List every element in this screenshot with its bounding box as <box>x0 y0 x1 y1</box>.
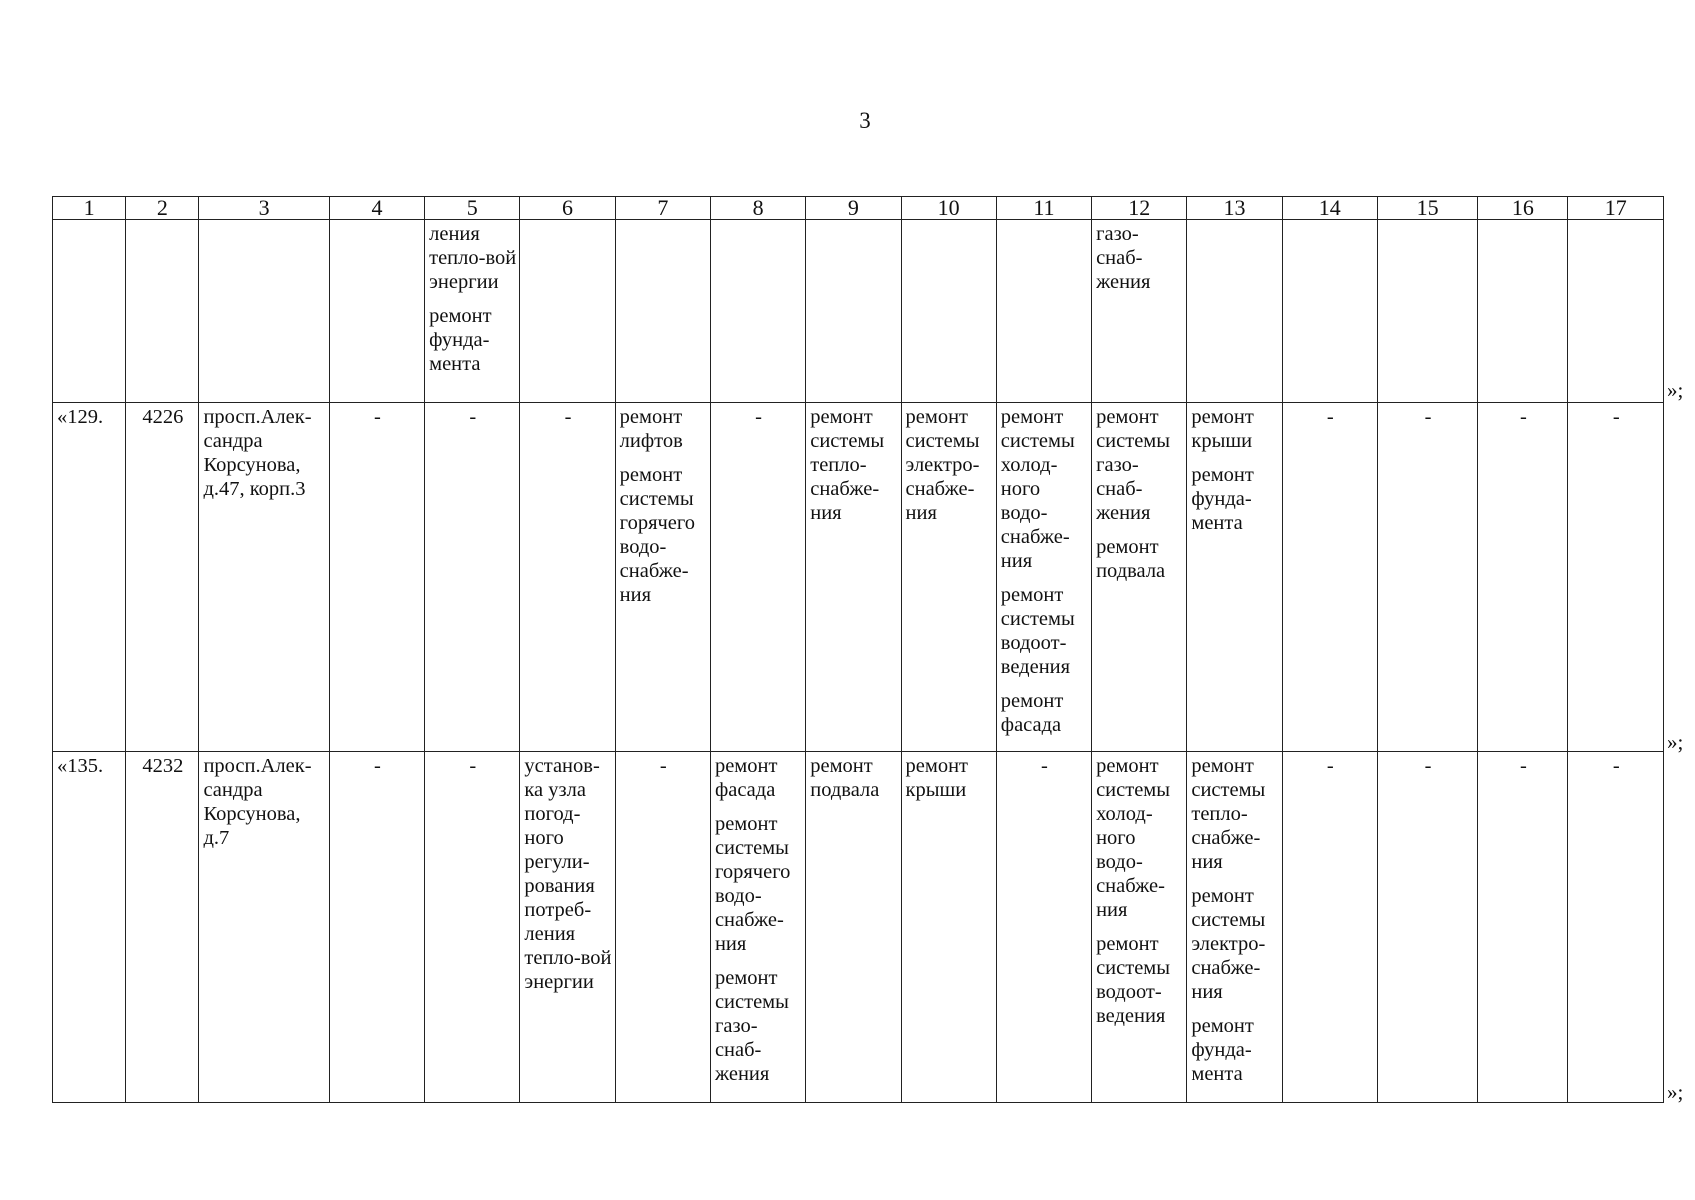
table-cell <box>1568 752 1664 1103</box>
column-header: 6 <box>520 197 615 220</box>
cell-text: «129. <box>57 406 104 428</box>
table-cell <box>1478 403 1568 752</box>
empty-mark: - <box>1326 406 1334 428</box>
empty-mark: - <box>469 406 477 428</box>
cell-text: ремонт крыши <box>905 755 969 801</box>
column-header: 15 <box>1377 197 1477 220</box>
table-cell <box>1282 403 1377 752</box>
cell-text: ремонт подвала <box>1096 536 1166 582</box>
column-header: 13 <box>1187 197 1282 220</box>
cell-text: ремонт фунда-мента <box>1191 464 1254 534</box>
table-cell <box>126 403 199 752</box>
table-cell <box>425 403 520 752</box>
table-cell <box>520 403 615 752</box>
table-cell <box>615 220 710 403</box>
cell-text: просп.Алек-сандра Корсунова, д.7 <box>203 755 312 849</box>
table-cell <box>615 403 710 752</box>
empty-mark: - <box>1424 406 1432 428</box>
cell-text: ремонт системы газо-снаб-жения <box>1096 406 1171 524</box>
cell-text: просп.Алек-сандра Корсунова, д.47, корп.3 <box>203 406 312 500</box>
column-header: 17 <box>1568 197 1664 220</box>
column-header: 5 <box>425 197 520 220</box>
table-cell <box>1568 220 1664 403</box>
empty-mark: - <box>1326 755 1334 777</box>
empty-mark: - <box>374 755 381 777</box>
empty-mark: - <box>659 755 667 777</box>
table-cell <box>615 752 710 1103</box>
cell-text: ремонт фунда-мента <box>1191 1015 1254 1085</box>
cell-text: ремонт системы водоот-ведения <box>1096 933 1171 1027</box>
table-cell <box>329 220 424 403</box>
empty-mark: - <box>1519 406 1527 428</box>
table-cell <box>199 752 329 1103</box>
table-cell <box>710 752 805 1103</box>
table-cell <box>996 752 1091 1103</box>
table-row <box>53 752 1664 1103</box>
column-header: 10 <box>901 197 996 220</box>
cell-text: ремонт подвала <box>810 755 880 801</box>
empty-mark: - <box>1612 406 1620 428</box>
table-cell <box>901 220 996 403</box>
cell-text: «135. <box>57 755 104 777</box>
table-cell <box>806 220 901 403</box>
table-cell <box>1092 220 1187 403</box>
cell-text: ремонт крыши <box>1191 406 1254 452</box>
table-cell <box>1282 220 1377 403</box>
table-cell <box>53 403 126 752</box>
table-cell <box>1478 752 1568 1103</box>
table-cell <box>53 752 126 1103</box>
table-cell <box>520 752 615 1103</box>
column-header: 8 <box>710 197 805 220</box>
table-cell <box>996 403 1091 752</box>
cell-text: ремонт системы холод-ного водо-снабже-ния <box>1000 406 1075 572</box>
empty-mark: - <box>1424 755 1432 777</box>
table-cell <box>1187 403 1282 752</box>
column-header: 3 <box>199 197 329 220</box>
header-row <box>53 197 1664 220</box>
column-header: 11 <box>996 197 1091 220</box>
cell-text: ремонт системы газо-снаб-жения <box>714 967 789 1085</box>
cell-text: ремонт системы горячего водо-снабже-ния <box>714 813 791 955</box>
column-header: 7 <box>615 197 710 220</box>
table-cell <box>1568 403 1664 752</box>
cell-text: ремонт системы тепло-снабже-ния <box>810 406 885 524</box>
table-cell <box>520 220 615 403</box>
cell-text: установ-ка узла погод-ного регули-рования потреб-ления тепло-вой энергии <box>524 755 612 993</box>
table-cell <box>901 403 996 752</box>
table-cell <box>1092 752 1187 1103</box>
table-cell <box>710 403 805 752</box>
cell-text: ремонт системы тепло-снабже-ния <box>1191 755 1266 873</box>
table-row <box>53 403 1664 752</box>
table-cell <box>1478 220 1568 403</box>
table-cell <box>425 752 520 1103</box>
cell-text: газо-снаб-жения <box>1096 223 1151 293</box>
cell-text: 4226 <box>142 406 184 428</box>
empty-mark: - <box>1612 755 1620 777</box>
column-header: 9 <box>806 197 901 220</box>
cell-text: ления тепло-вой энергии <box>429 223 517 293</box>
empty-mark: - <box>1041 755 1048 777</box>
empty-mark: - <box>1519 755 1527 777</box>
table-cell <box>806 403 901 752</box>
cell-text: ремонт системы холод-ного водо-снабже-ния <box>1096 755 1171 921</box>
column-header: 1 <box>53 197 126 220</box>
cell-text: ремонт лифтов <box>619 406 683 452</box>
table-cell <box>126 220 199 403</box>
empty-mark: - <box>469 755 477 777</box>
table-cell <box>710 220 805 403</box>
closing-mark: »; <box>1667 378 1684 402</box>
table-cell <box>1092 403 1187 752</box>
table-cell <box>1187 752 1282 1103</box>
closing-mark: »; <box>1667 1080 1684 1104</box>
column-header: 14 <box>1282 197 1377 220</box>
column-header: 2 <box>126 197 199 220</box>
table-cell <box>806 752 901 1103</box>
page-number: 3 <box>859 108 871 133</box>
cell-text: ремонт системы водоот-ведения <box>1000 584 1075 678</box>
cell-text: 4232 <box>142 755 184 777</box>
table-cell <box>1282 752 1377 1103</box>
cell-text: ремонт системы электро-снабже-ния <box>1191 885 1266 1003</box>
repair-schedule-table <box>52 196 1664 1103</box>
cell-text: ремонт фасада <box>1000 690 1064 736</box>
closing-mark: »; <box>1667 730 1684 754</box>
cell-text: ремонт фасада <box>714 755 778 801</box>
column-header: 4 <box>329 197 424 220</box>
table-cell <box>1187 220 1282 403</box>
table-cell <box>126 752 199 1103</box>
table-cell <box>425 220 520 403</box>
empty-mark: - <box>374 406 381 428</box>
table-cell <box>1377 752 1477 1103</box>
column-header: 12 <box>1092 197 1187 220</box>
table-cell <box>901 752 996 1103</box>
table-row <box>53 220 1664 403</box>
cell-text: ремонт системы горячего водо-снабже-ния <box>619 464 696 606</box>
table-cell <box>1377 403 1477 752</box>
table-cell <box>199 403 329 752</box>
table-cell <box>1377 220 1477 403</box>
empty-mark: - <box>564 406 572 428</box>
table-cell <box>329 752 424 1103</box>
cell-text: ремонт системы электро-снабже-ния <box>905 406 980 524</box>
table-cell <box>996 220 1091 403</box>
table-cell <box>53 220 126 403</box>
column-header: 16 <box>1478 197 1568 220</box>
cell-text: ремонт фунда-мента <box>429 305 492 375</box>
empty-mark: - <box>755 406 762 428</box>
table-cell <box>329 403 424 752</box>
table-cell <box>199 220 329 403</box>
